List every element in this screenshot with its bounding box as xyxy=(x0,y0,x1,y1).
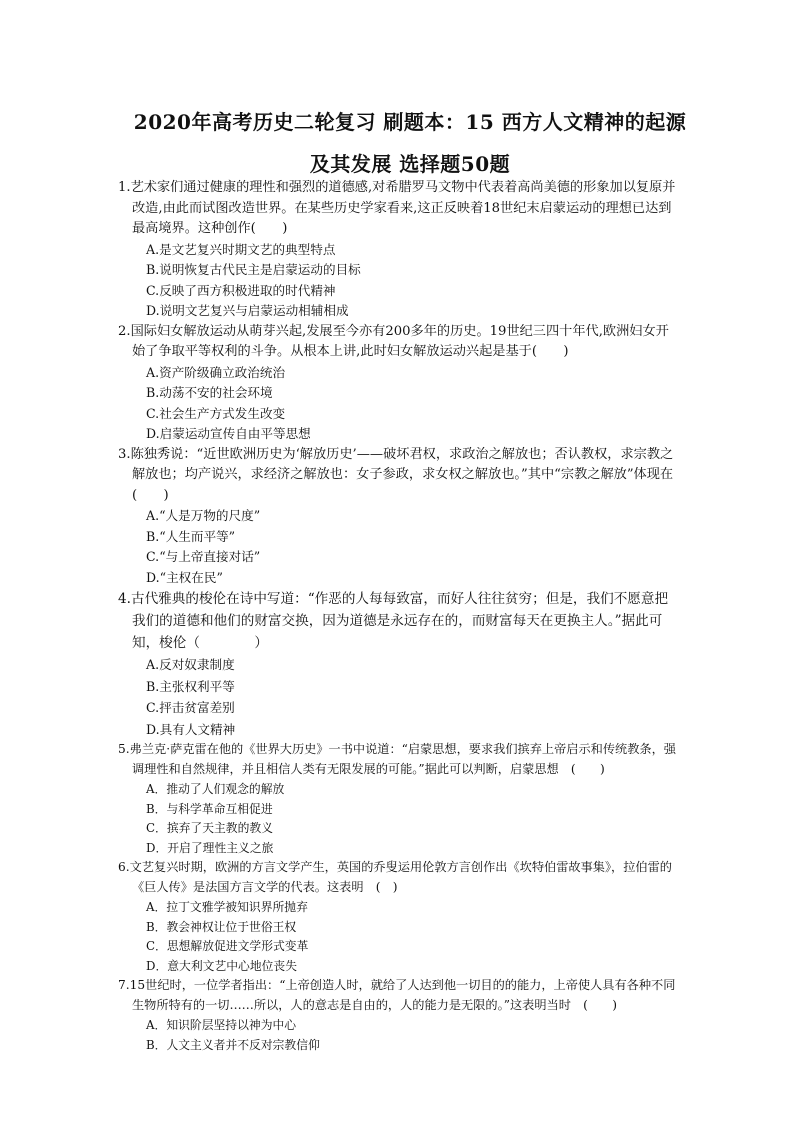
question-stem: 5.弗兰克·萨克雷在他的《世界大历史》一书中说道：“启蒙思想，要求我们摈弃上帝启示和传统教条，强调理性和自然规律，并且相信人类有无限发展的可能。”据此可以判断，启蒙思想 ( ) xyxy=(118,742,676,777)
question-4 xyxy=(118,588,678,740)
question-stem: 2.国际妇女解放运动从萌芽兴起,发展至今亦有200多年的历史。19世纪三四十年代,欧洲妇女开始了争取平等权利的斗争。从根本上讲,此时妇女解放运动兴起是基于( ) xyxy=(118,323,669,359)
question-1 xyxy=(118,178,678,322)
document-title-line2: 及其发展 选择题50题 xyxy=(309,152,511,176)
option-c: C．思想解放促进文学形式变革 xyxy=(146,939,309,954)
option-d: D.说明文艺复兴与启蒙运动相辅相成 xyxy=(146,303,349,318)
option-d: D.“主权在民” xyxy=(146,569,223,585)
option-c: C.反映了西方积极进取的时代精神 xyxy=(146,282,336,298)
question-3 xyxy=(118,445,678,589)
option-b: B.主张权利平等 xyxy=(146,678,235,694)
option-b: B.动荡不安的社会环境 xyxy=(146,385,273,400)
document-title-line1: 2020年高考历史二轮复习 刷题本：15 西方人文精神的起源 xyxy=(133,110,687,134)
question-stem: 3.陈独秀说：“近世欧洲历史为‘解放历史’——破坏君权，求政治之解放也；否认教权，求宗教之解放也；均产说兴，求经济之解放也：女子参政，求女权之解放也。”其中“宗教之解放”体现在( ) xyxy=(118,446,674,503)
option-a: A．知识阶层坚持以神为中心 xyxy=(146,1017,297,1032)
option-b: B.“人生而平等” xyxy=(146,528,236,544)
question-5 xyxy=(118,740,678,858)
question-stem: 7.15世纪时，一位学者指出：“上帝创造人时，就给了人达到他一切目的的能力，上帝使人具有各种不同生物所特有的一切……所以，人的意志是自由的，人的能力是无限的。”这表明当时 ( ) xyxy=(118,978,676,1013)
option-d: D.启蒙运动宣传自由平等思想 xyxy=(146,426,311,441)
option-d: D．开启了理性主义之旅 xyxy=(146,840,274,855)
option-c: C．摈弃了天主教的教义 xyxy=(146,821,273,836)
question-list xyxy=(118,178,678,1055)
question-7 xyxy=(118,976,678,1055)
option-b: B．人文主义者并不反对宗教信仰 xyxy=(146,1037,320,1052)
option-a: A．推动了人们观念的解放 xyxy=(146,781,285,796)
option-c: C.社会生产方式发生改变 xyxy=(146,405,286,421)
option-a: A.是文艺复兴时期文艺的典型特点 xyxy=(146,241,336,257)
option-c: C.“与上帝直接对话” xyxy=(146,549,261,564)
option-b: B．教会神权让位于世俗王权 xyxy=(146,919,297,934)
option-a: A.“人是万物的尺度” xyxy=(146,508,261,523)
option-d: D.具有人文精神 xyxy=(146,721,236,737)
question-stem: 1.艺术家们通过健康的理性和强烈的道德感,对希腊罗马文物中代表着高尚美德的形象加以复原并改造,由此而试图改造世界。在某些历史学家看来,这正反映着18世纪末启蒙运动的理想已达到最高境界。这种创作( ) xyxy=(118,180,676,236)
question-stem: 6.文艺复兴时期，欧洲的方言文学产生，英国的乔叟运用伦敦方言创作出《坎特伯雷故事集》，拉伯雷的《巨人传》是法国方言文学的代表。这表明 ( ) xyxy=(118,860,672,895)
option-a: A.反对奴隶制度 xyxy=(146,657,235,672)
option-c: C.抨击贫富差别 xyxy=(146,700,235,716)
question-2 xyxy=(118,322,678,445)
option-a: A．拉丁文雅学被知识界所抛弃 xyxy=(146,899,308,914)
option-b: B．与科学革命互相促进 xyxy=(146,801,273,816)
option-a: A.资产阶级确立政治统治 xyxy=(146,364,286,380)
question-6 xyxy=(118,858,678,976)
option-b: B.说明恢复古代民主是启蒙运动的目标 xyxy=(146,262,361,277)
option-d: D．意大利文艺中心地位丧失 xyxy=(146,958,298,973)
question-stem: 4.古代雅典的梭伦在诗中写道：“作恶的人每每致富，而好人往往贫穷；但是，我们不愿意把我们的道德和他们的财富交换，因为道德是永远存在的，而财富每天在更换主人。”据此可知，梭伦（ ） xyxy=(118,591,669,651)
